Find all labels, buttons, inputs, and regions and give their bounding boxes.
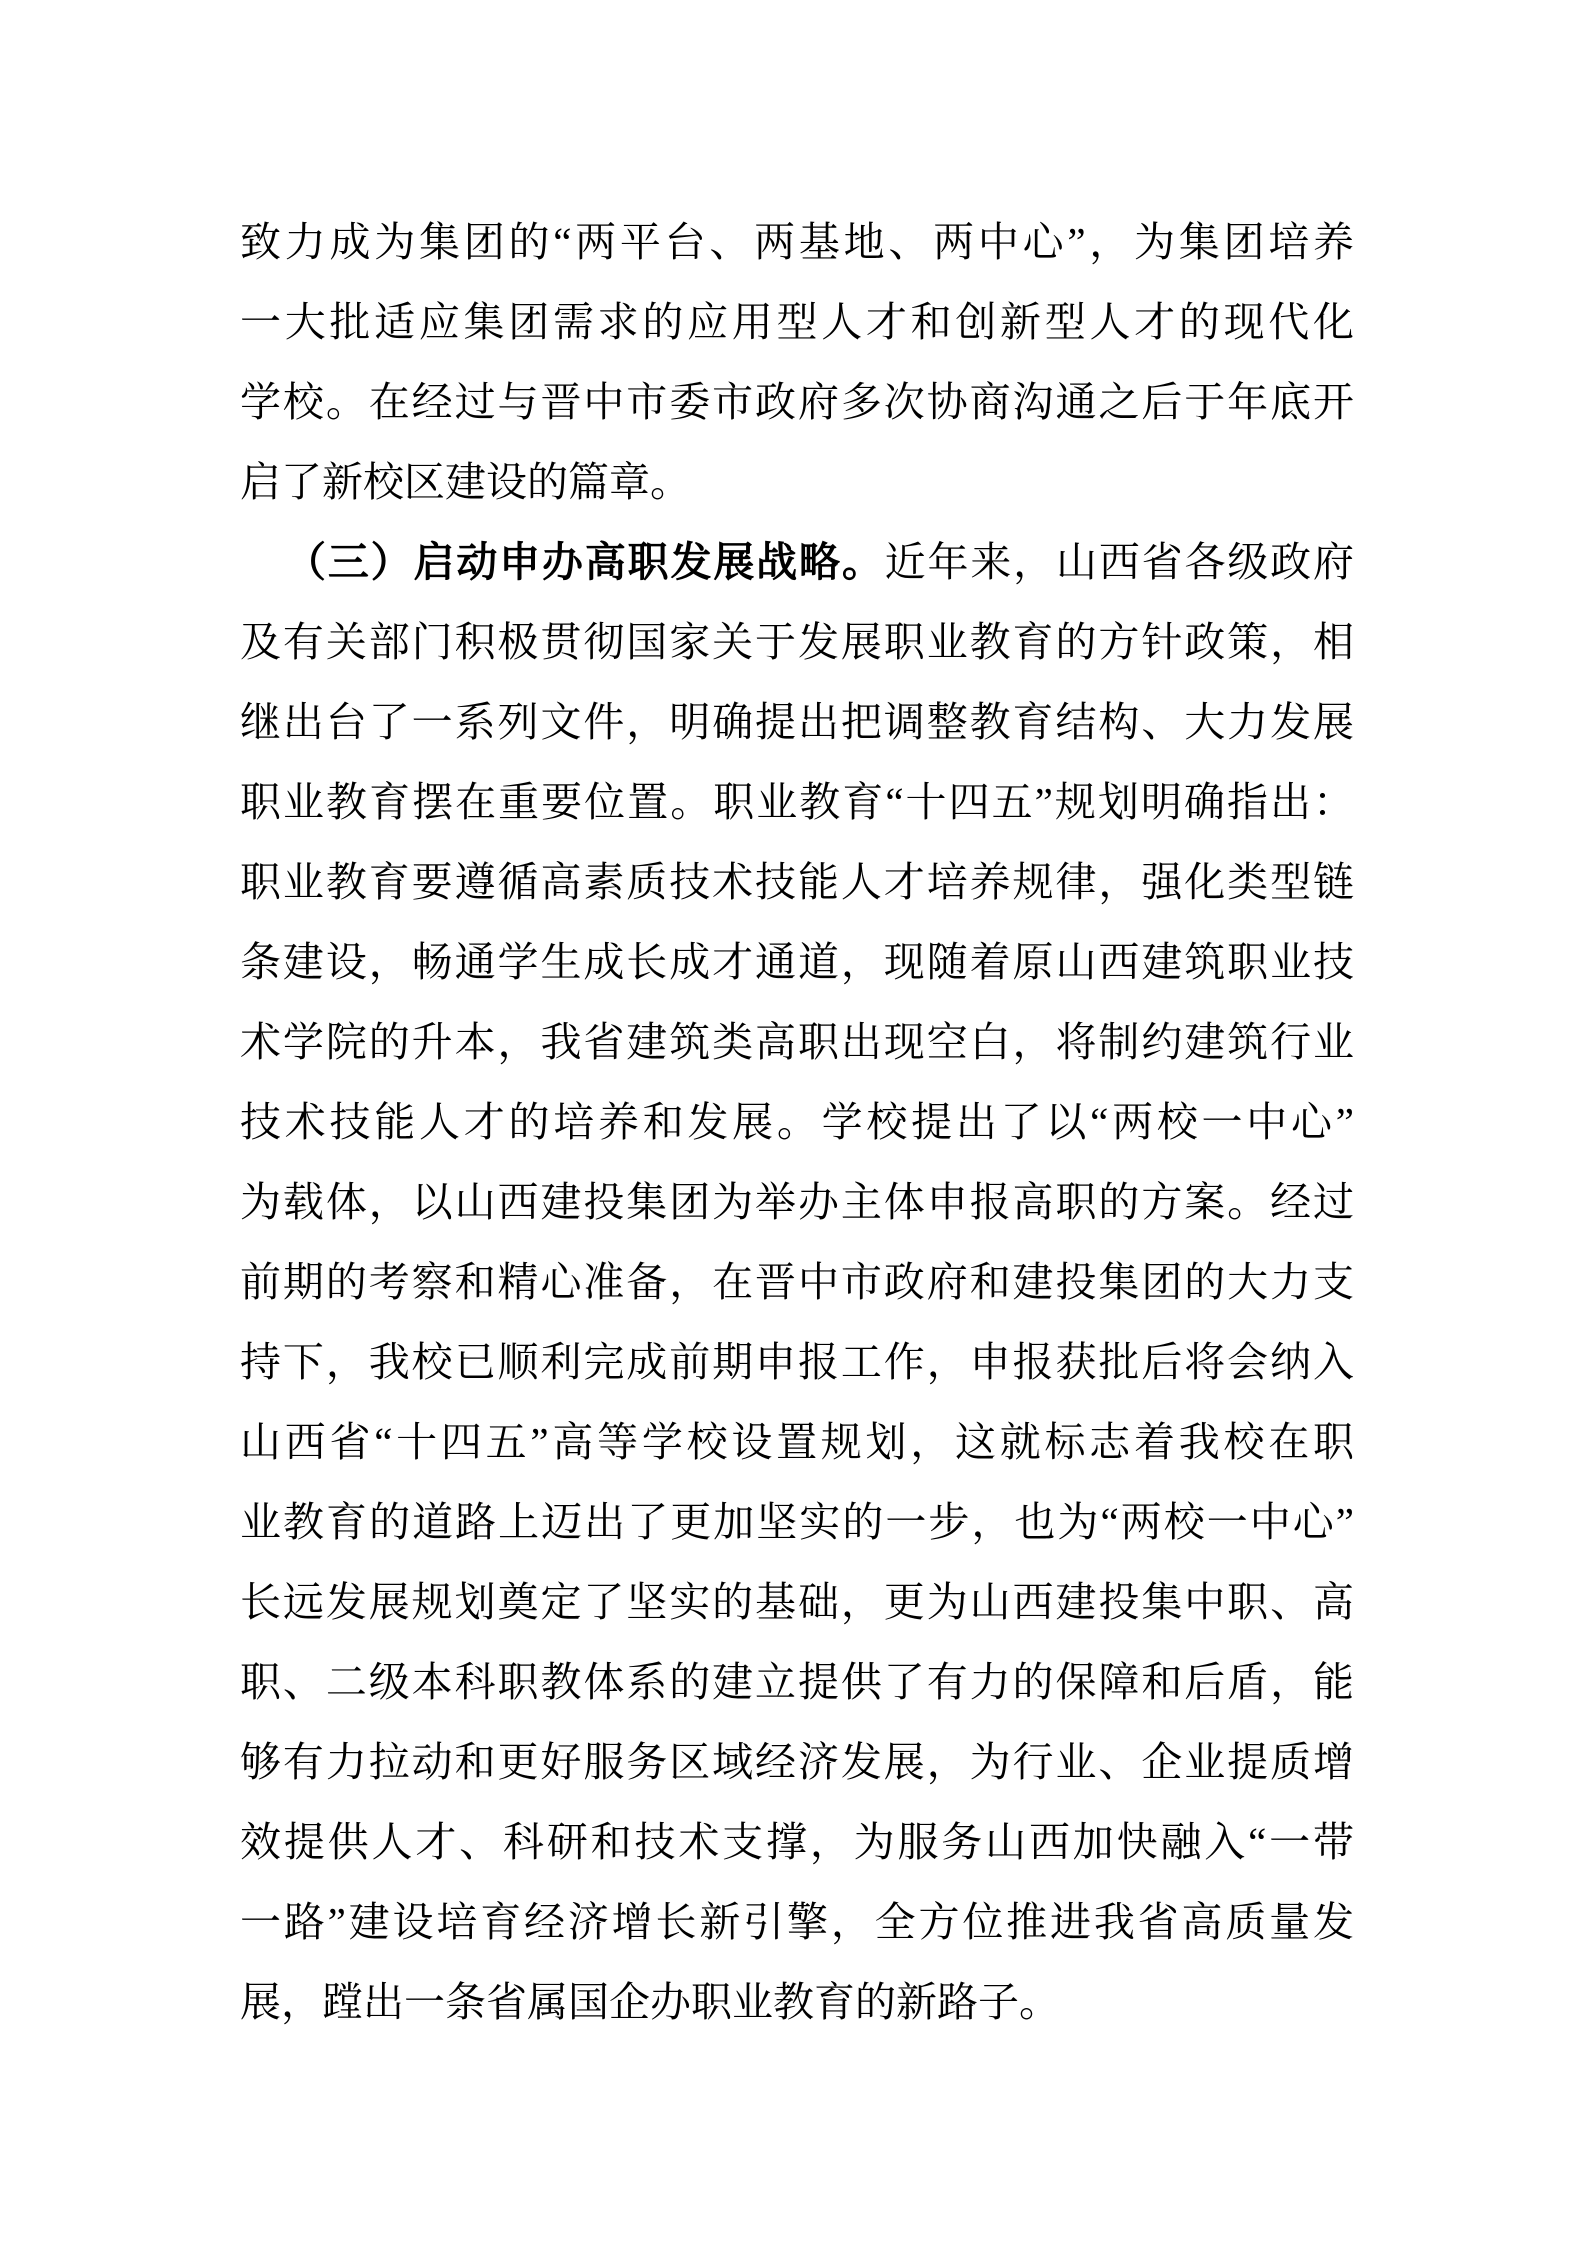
text-line (240, 442, 1354, 522)
line-text: 业教育的道路上迈出了更加坚实的一步，也为“两校一中心” (240, 1499, 1354, 1545)
line-text: 职业教育要遵循高素质技术技能人才培养规律，强化类型链 (240, 859, 1354, 905)
text-line (240, 602, 1354, 682)
line-text: 前期的考察和精心准备，在晋中市政府和建投集团的大力支 (240, 1259, 1354, 1305)
text-line (240, 1242, 1354, 1322)
line-text: 效提供人才、科研和技术支撑，为服务山西加快融入“一带 (240, 1819, 1354, 1865)
body-text (240, 202, 1354, 2042)
line-text: 够有力拉动和更好服务区域经济发展，为行业、企业提质增 (240, 1739, 1354, 1785)
text-line (240, 1002, 1354, 1082)
line-text: 一路”建设培育经济增长新引擎，全方位推进我省高质量发 (240, 1899, 1354, 1945)
section-heading: （三）启动申办高职发展战略。 (285, 539, 885, 585)
line-text: 职业教育摆在重要位置。职业教育“十四五”规划明确指出： (240, 779, 1354, 825)
text-line (240, 1402, 1354, 1482)
text-line (240, 362, 1354, 442)
text-line (240, 1322, 1354, 1402)
line-text: 山西省“十四五”高等学校设置规划，这就标志着我校在职 (240, 1419, 1354, 1465)
text-line (240, 282, 1354, 362)
text-line (240, 202, 1354, 282)
line-text: 职、二级本科职教体系的建立提供了有力的保障和后盾，能 (240, 1659, 1354, 1705)
line-text: 及有关部门积极贯彻国家关于发展职业教育的方针政策，相 (240, 619, 1354, 665)
line-text: 长远发展规划奠定了坚实的基础，更为山西建投集中职、高 (240, 1579, 1354, 1625)
line-text: 近年来，山西省各级政府 (884, 539, 1355, 585)
text-line (240, 1562, 1354, 1642)
text-line (240, 762, 1354, 842)
text-line (240, 1882, 1354, 1962)
text-line (240, 922, 1354, 1002)
line-text: 启了新校区建设的篇章。 (240, 459, 691, 505)
text-line (240, 1482, 1354, 1562)
line-text: 技术技能人才的培养和发展。学校提出了以“两校一中心” (240, 1099, 1354, 1145)
text-line (240, 682, 1354, 762)
line-text: 条建设，畅通学生成长成才通道，现随着原山西建筑职业技 (240, 939, 1354, 985)
text-line (240, 842, 1354, 922)
text-line (240, 1802, 1354, 1882)
line-text: 为载体，以山西建投集团为举办主体申报高职的方案。经过 (240, 1179, 1354, 1225)
text-line (240, 1162, 1354, 1242)
line-text: 持下，我校已顺利完成前期申报工作，申报获批后将会纳入 (240, 1339, 1354, 1385)
line-text: 继出台了一系列文件，明确提出把调整教育结构、大力发展 (240, 699, 1354, 745)
line-text: 一大批适应集团需求的应用型人才和创新型人才的现代化 (240, 299, 1354, 345)
line-text: 术学院的升本，我省建筑类高职出现空白，将制约建筑行业 (240, 1019, 1354, 1065)
text-line (240, 1642, 1354, 1722)
text-line (240, 1722, 1354, 1802)
line-text: 展，蹚出一条省属国企办职业教育的新路子。 (240, 1979, 1060, 2025)
line-text: 致力成为集团的“两平台、两基地、两中心”，为集团培养 (240, 219, 1354, 265)
text-line (240, 1962, 1354, 2042)
line-text: 学校。在经过与晋中市委市政府多次协商沟通之后于年底开 (240, 379, 1354, 425)
text-line (240, 522, 1354, 602)
text-line (240, 1082, 1354, 1162)
